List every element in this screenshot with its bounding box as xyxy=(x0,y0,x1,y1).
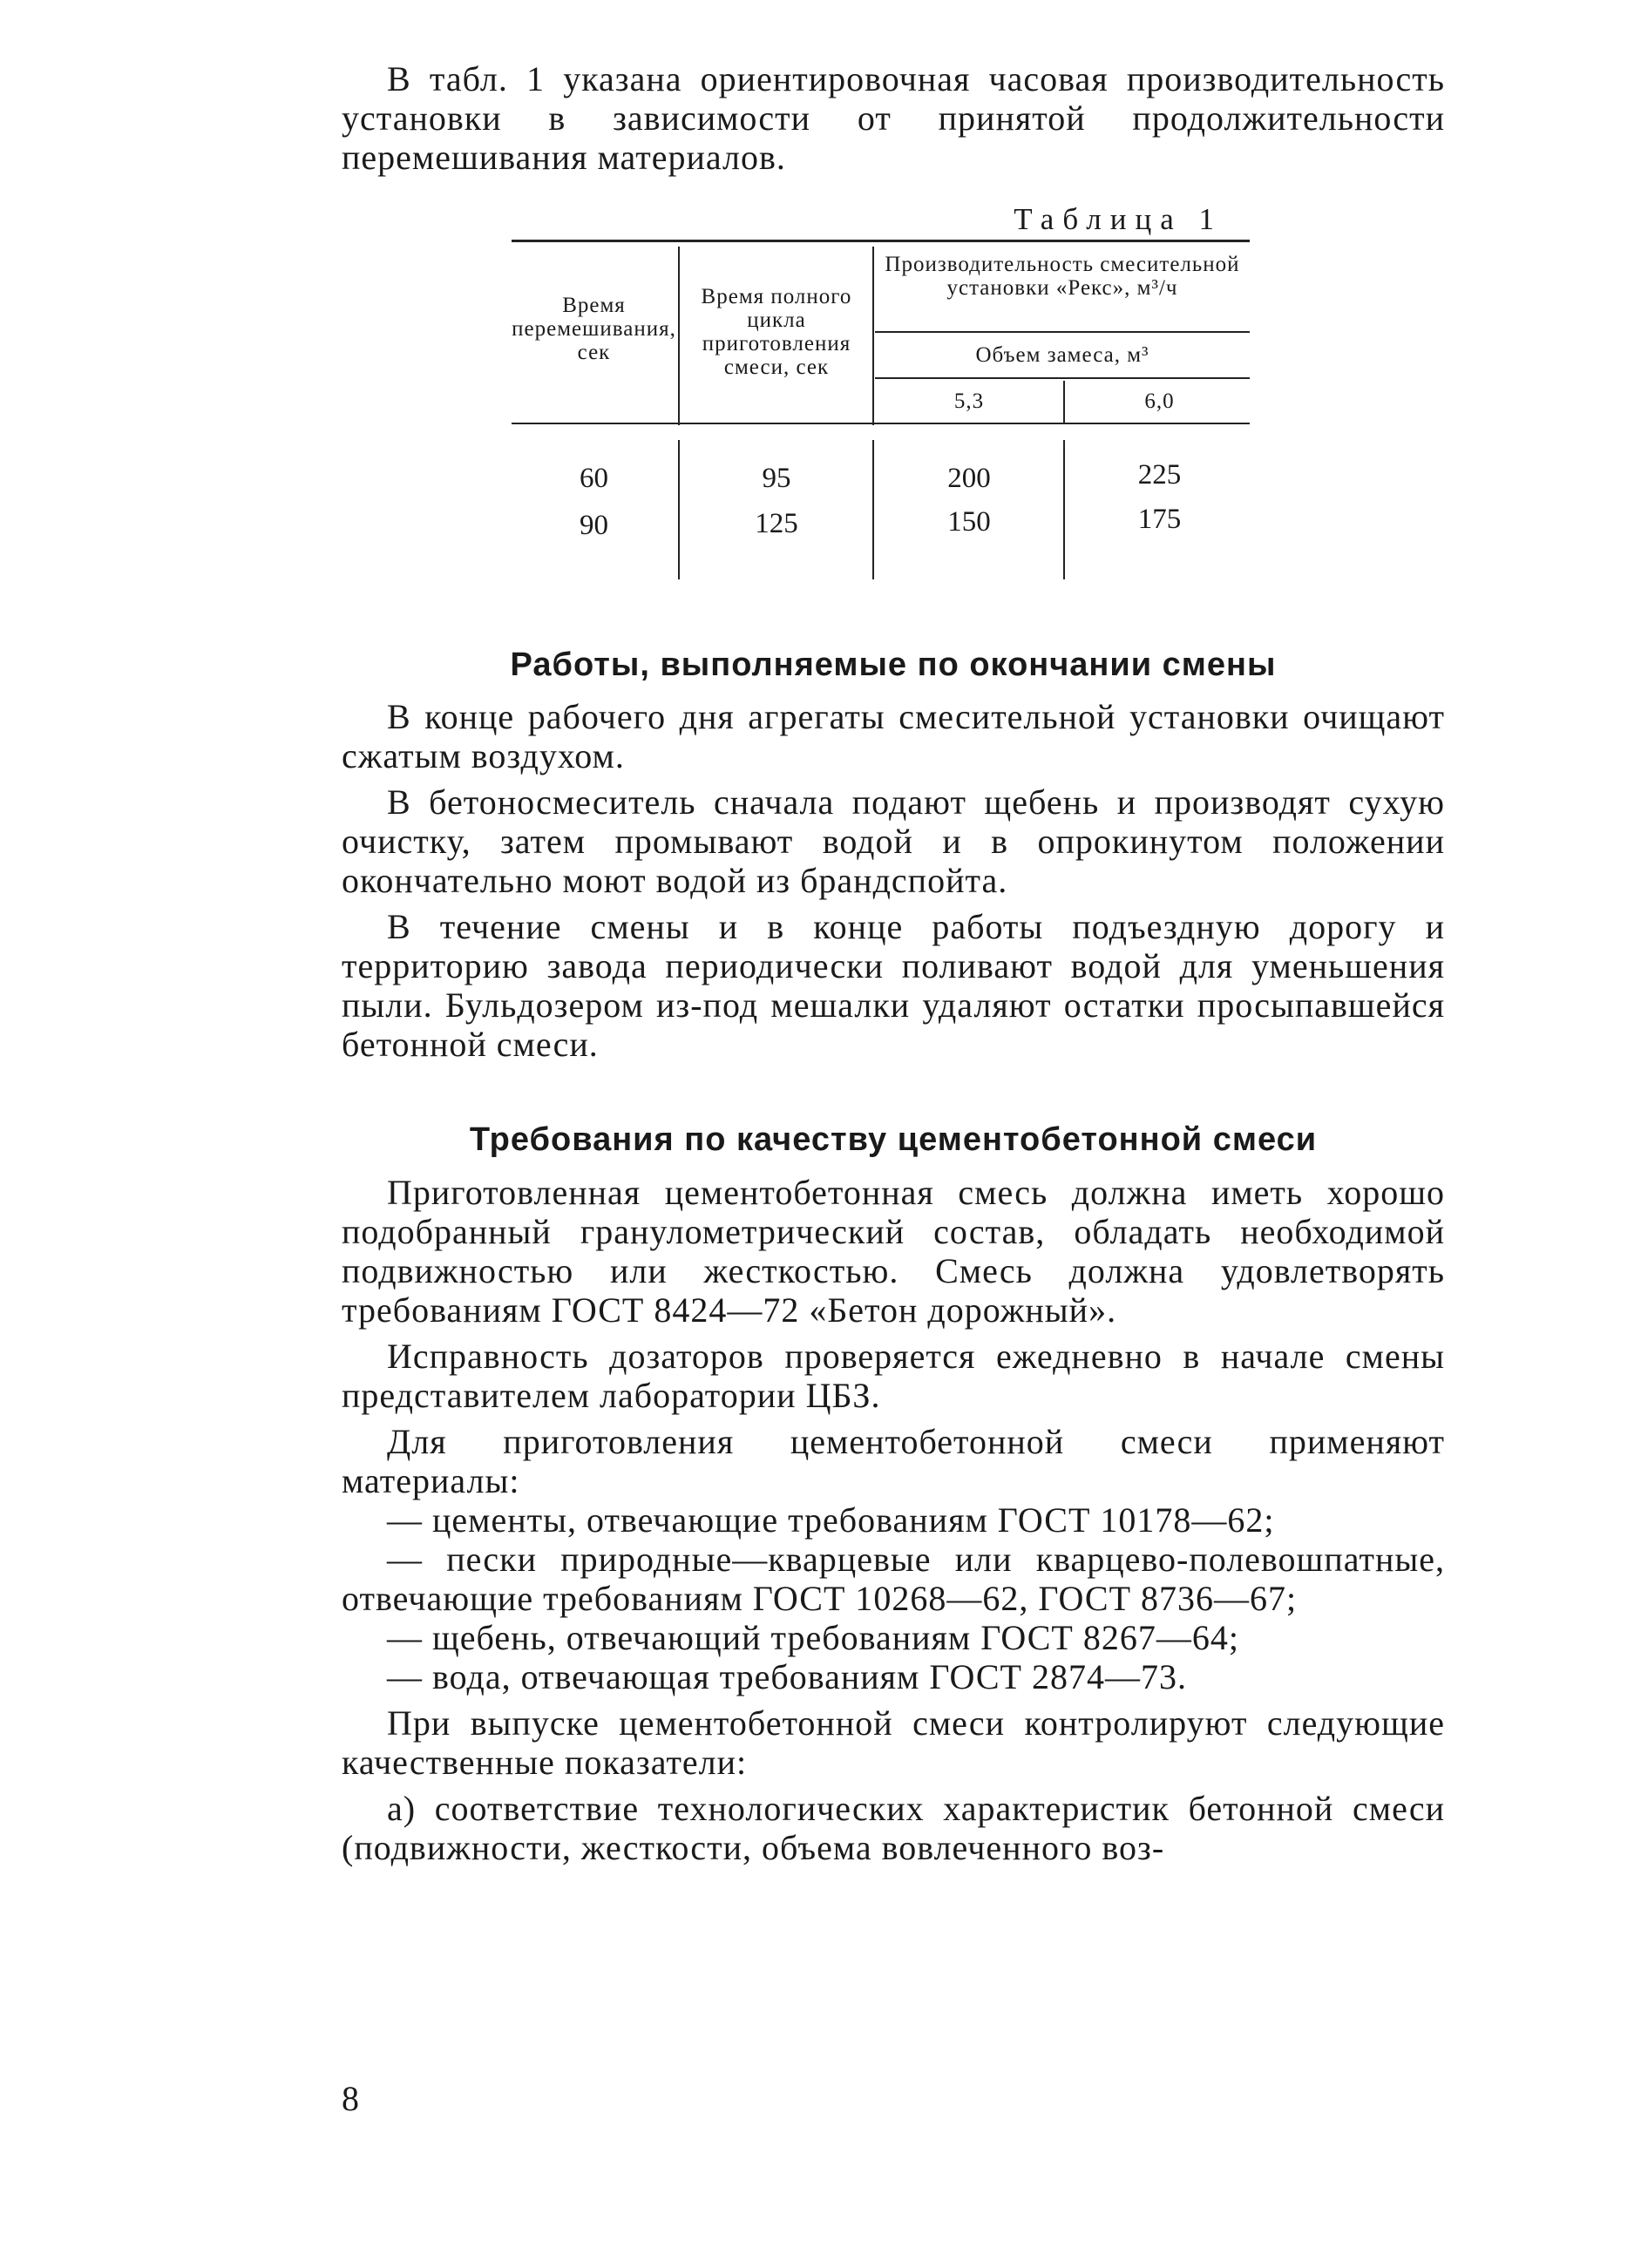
table-cell-r2-a: 150 xyxy=(947,506,991,538)
table-vline-3-head xyxy=(1063,381,1065,424)
section-heading-quality-requirements: Требования по качеству цементобетонной смеси xyxy=(469,1121,1318,1158)
list-item-water: — вода, отвечающая требованиям ГОСТ 2874—73. xyxy=(387,1657,1187,1696)
table-vline-1-head xyxy=(678,247,680,425)
section2-paragraph-5: а) соответствие технологических характеристик бетонной смеси (подвижности, жесткости, объема вовлеченного воз- xyxy=(342,1789,1445,1867)
table-head-mix-time: Время перемешивания, сек xyxy=(512,294,676,364)
table-head-cycle-time: Время полного цикла приготовления смеси, сек xyxy=(701,285,852,379)
section2-paragraph-4: При выпуске цементобетонной смеси контролируют следующие качественные показатели: xyxy=(342,1703,1445,1782)
section2-paragraph-3: Для приготовления цементобетонной смеси применяют материалы: xyxy=(342,1422,1445,1500)
section1-body xyxy=(342,697,1445,1064)
table-head-volume-b: 6,0 xyxy=(1144,389,1175,413)
section1-paragraph-1: В конце рабочего дня агрегаты смесительной установки очищают сжатым воздухом. xyxy=(342,697,1445,775)
table-head-productivity: Производительность смесительной установки «Рекс», м³/ч xyxy=(885,253,1240,300)
list-item-gravel: — щебень, отвечающий требованиям ГОСТ 8267—64; xyxy=(387,1618,1239,1657)
page-number: 8 xyxy=(342,2079,359,2118)
table-vline-2-body xyxy=(872,440,874,579)
section1-paragraph-3: В течение смены и в конце работы подъездную дорогу и территорию завода периодически поливают водой для уменьшения пыли. Бульдозером из-под мешалки удаляют остатки просыпавшейся бетонной смеси. xyxy=(342,907,1445,1064)
table-group-rule xyxy=(875,331,1250,333)
table-vline-2-head xyxy=(872,247,874,425)
section2-paragraph-2: Исправность дозаторов проверяется ежедневно в начале смены представителем лаборатории ЦБЗ. xyxy=(342,1337,1445,1415)
table-subhead-rule xyxy=(875,377,1250,379)
table-cell-r2-cycle: 125 xyxy=(755,508,798,539)
table-cell-r1-a: 200 xyxy=(947,463,991,494)
list-item-sand: — пески природные—кварцевые или кварцево-полевошпатные, отвечающие требованиям ГОСТ 10268—62, ГОСТ 8736—67; xyxy=(342,1540,1445,1618)
table-vline-3-body xyxy=(1063,440,1065,579)
table-cell-r2-mix: 90 xyxy=(580,510,608,541)
table-cell-r1-mix: 60 xyxy=(580,463,608,494)
table-vline-1-body xyxy=(678,440,680,579)
list-item-cement: — цементы, отвечающие требованиям ГОСТ 10178—62; xyxy=(387,1500,1275,1540)
table-caption: Таблица 1 xyxy=(1014,202,1223,236)
section-heading-end-of-shift: Работы, выполняемые по окончании смены xyxy=(510,647,1277,683)
table-head-batch-volume: Объем замеса, м³ xyxy=(975,343,1149,367)
productivity-table xyxy=(512,240,1250,579)
intro-paragraph: В табл. 1 указана ориентировочная часовая производительность установки в зависимости от принятой продолжительности перемешивания материалов. xyxy=(342,59,1445,177)
section2-paragraph-1: Приготовленная цементобетонная смесь должна иметь хорошо подобранный гранулометрический состав, обладать необходимой подвижностью или жесткостью. Смесь должна удовлетворять требованиям ГОСТ 8424—72 «Бетон дорожный». xyxy=(342,1173,1445,1330)
section1-paragraph-2: В бетоносмеситель сначала подают щебень и производят сухую очистку, затем промывают водой и в опрокинутом положении окончательно моют водой из брандспойта. xyxy=(342,782,1445,900)
table-cell-r2-b: 175 xyxy=(1137,504,1182,535)
section2-body xyxy=(342,1173,1445,1867)
intro-block xyxy=(342,59,1445,177)
table-header-rule xyxy=(512,423,1250,424)
table-top-rule xyxy=(512,240,1250,242)
table-head-volume-a: 5,3 xyxy=(953,389,985,413)
table-cell-r1-b: 225 xyxy=(1137,459,1182,491)
table-cell-r1-cycle: 95 xyxy=(762,463,791,494)
